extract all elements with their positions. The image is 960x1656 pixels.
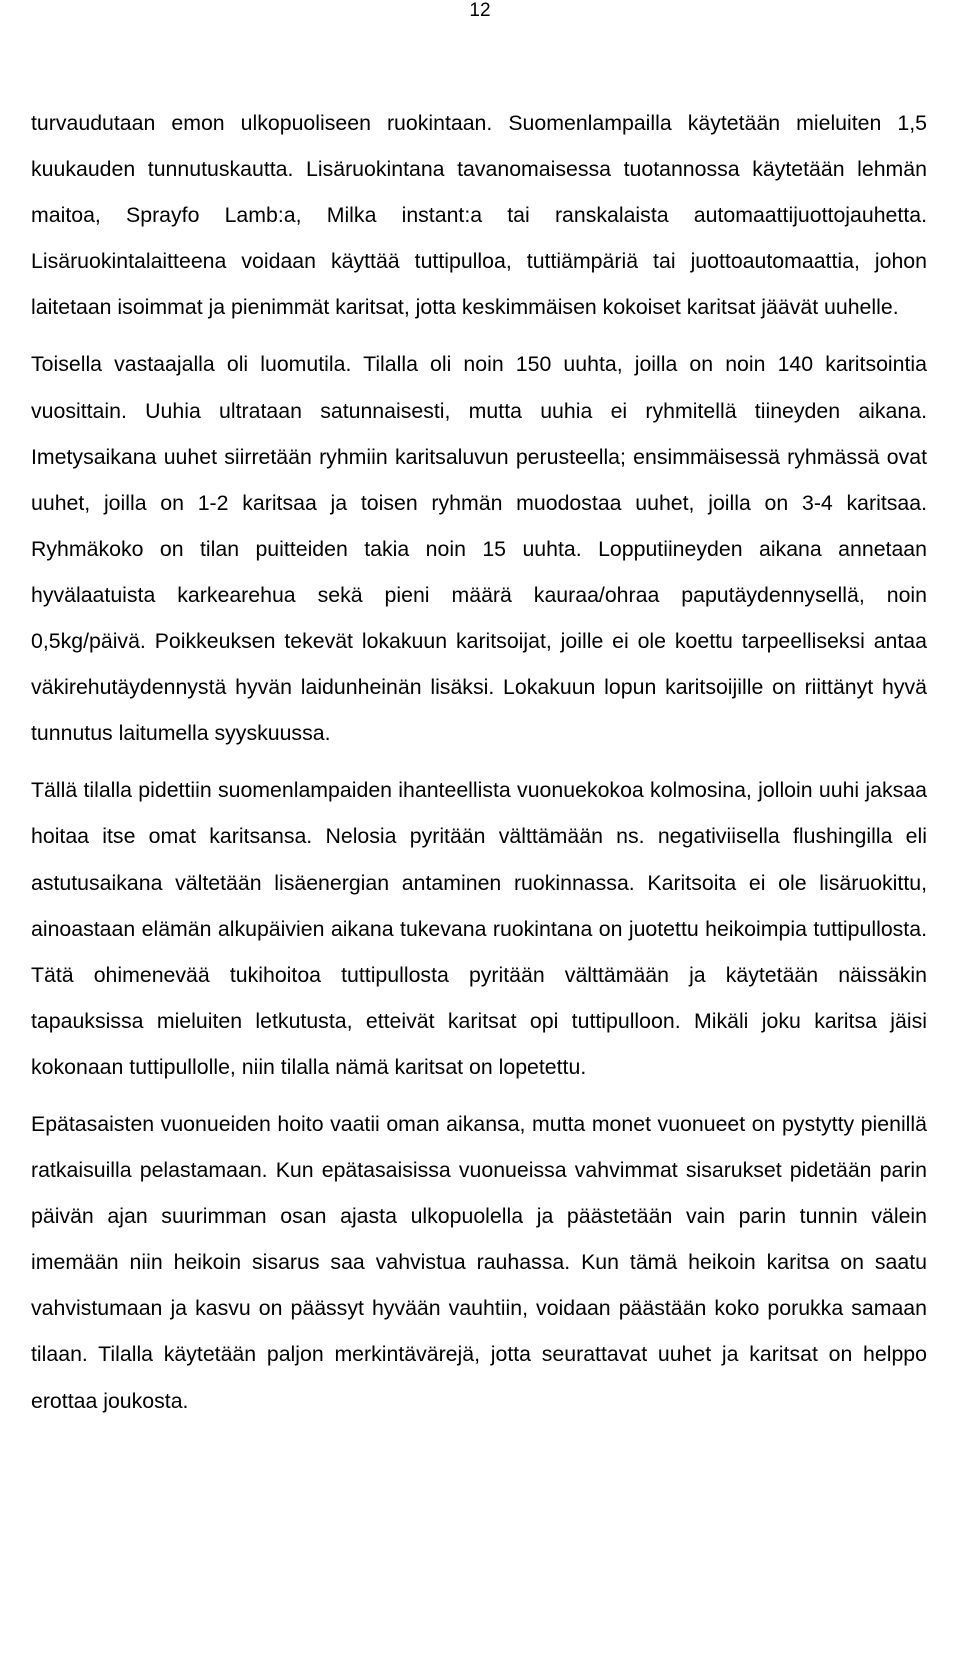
- paragraph-4: Epätasaisten vuonueiden hoito vaatii oman aikansa, mutta monet vuonueet on pystytty pienillä ratkaisuilla pelastamaan. Kun epätasaisissa vuonueissa vahvimmat sisarukset pidetään parin päivän ajan suurimman osan ajasta ulkopuolella ja päästetään vain parin tunnin välein imemään niin heikoin sisarus saa vahvistua rauhassa. Kun tämä heikoin karitsa on saatu vahvistumaan ja kasvu on päässyt hyvään vauhtiin, voidaan päästään koko porukka samaan tilaan. Tilalla käytetään paljon merkintävärejä, jotta seurattavat uuhet ja karitsat on helppo erottaa joukosta.: [31, 1111, 927, 1413]
- paragraph-2: Toisella vastaajalla oli luomutila. Tilalla oli noin 150 uuhta, joilla on noin 140 karitsointia vuosittain. Uuhia ultrataan satunnaisesti, mutta uuhia ei ryhmitellä tiineyden aikana. Imetysaikana uuhet siirretään ryhmiin karitsaluvun perusteella; ensimmäisessä ryhmässä ovat uuhet, joilla on 1-2 karitsaa ja toisen ryhmän muodostaa uuhet, joilla on 3-4 karitsaa. Ryhmäkoko on tilan puitteiden takia noin 15 uuhta. Lopputiineyden aikana annetaan hyvälaatuista karkearehua sekä pieni määrä kauraa/ohraa paputäydennysellä, noin 0,5kg/päivä. Poikkeuksen tekevät lokakuun karitsoijat, joille ei ole koettu tarpeelliseksi antaa väkirehutäydennystä hyvän laidunheinän lisäksi. Lokakuun lopun karitsoijille on riittänyt hyvä tunnutus laitumella syyskuussa.: [31, 352, 927, 746]
- paragraph-gap: [31, 756, 927, 767]
- paragraph-gap: [31, 330, 927, 341]
- page-number: 12: [469, 0, 491, 21]
- document-body: [31, 100, 927, 1424]
- paragraph-3: Tällä tilalla pidettiin suomenlampaiden ihanteellista vuonuekokoa kolmosina, jolloin uuhi jaksaa hoitaa itse omat karitsansa. Nelosia pyritään välttämään ns. negativiisella flushingilla eli astutusaikana vältetään lisäenergian antaminen ruokinnassa. Karitsoita ei ole lisäruokittu, ainoastaan elämän alkupäivien aikana tukevana ruokintana on juotettu heikoimpia tuttipullosta. Tätä ohimenevää tukihoitoa tuttipullosta pyritään välttämään ja käytetään näissäkin tapauksissa mieluiten letkutusta, etteivät karitsat opi tuttipulloon. Mikäli joku karitsa jäisi kokonaan tuttipullolle, niin tilalla nämä karitsat on lopetettu.: [31, 778, 927, 1079]
- paragraph-1: turvaudutaan emon ulkopuoliseen ruokintaan. Suomenlampailla käytetään mieluiten 1,5 kuukauden tunnutuskautta. Lisäruokintana tavanomaisessa tuotannossa käytetään lehmän maitoa, Sprayfo Lamb:a, Milka instant:a tai ranskalaista automaattijuottojauhetta. Lisäruokintalaitteena voidaan käyttää tuttipulloa, tuttiämpäriä tai juottoautomaattia, johon laitetaan isoimmat ja pienimmät karitsat, jotta keskimmäisen kokoiset karitsat jäävät uuhelle.: [31, 111, 927, 320]
- paragraph-gap: [31, 1090, 927, 1101]
